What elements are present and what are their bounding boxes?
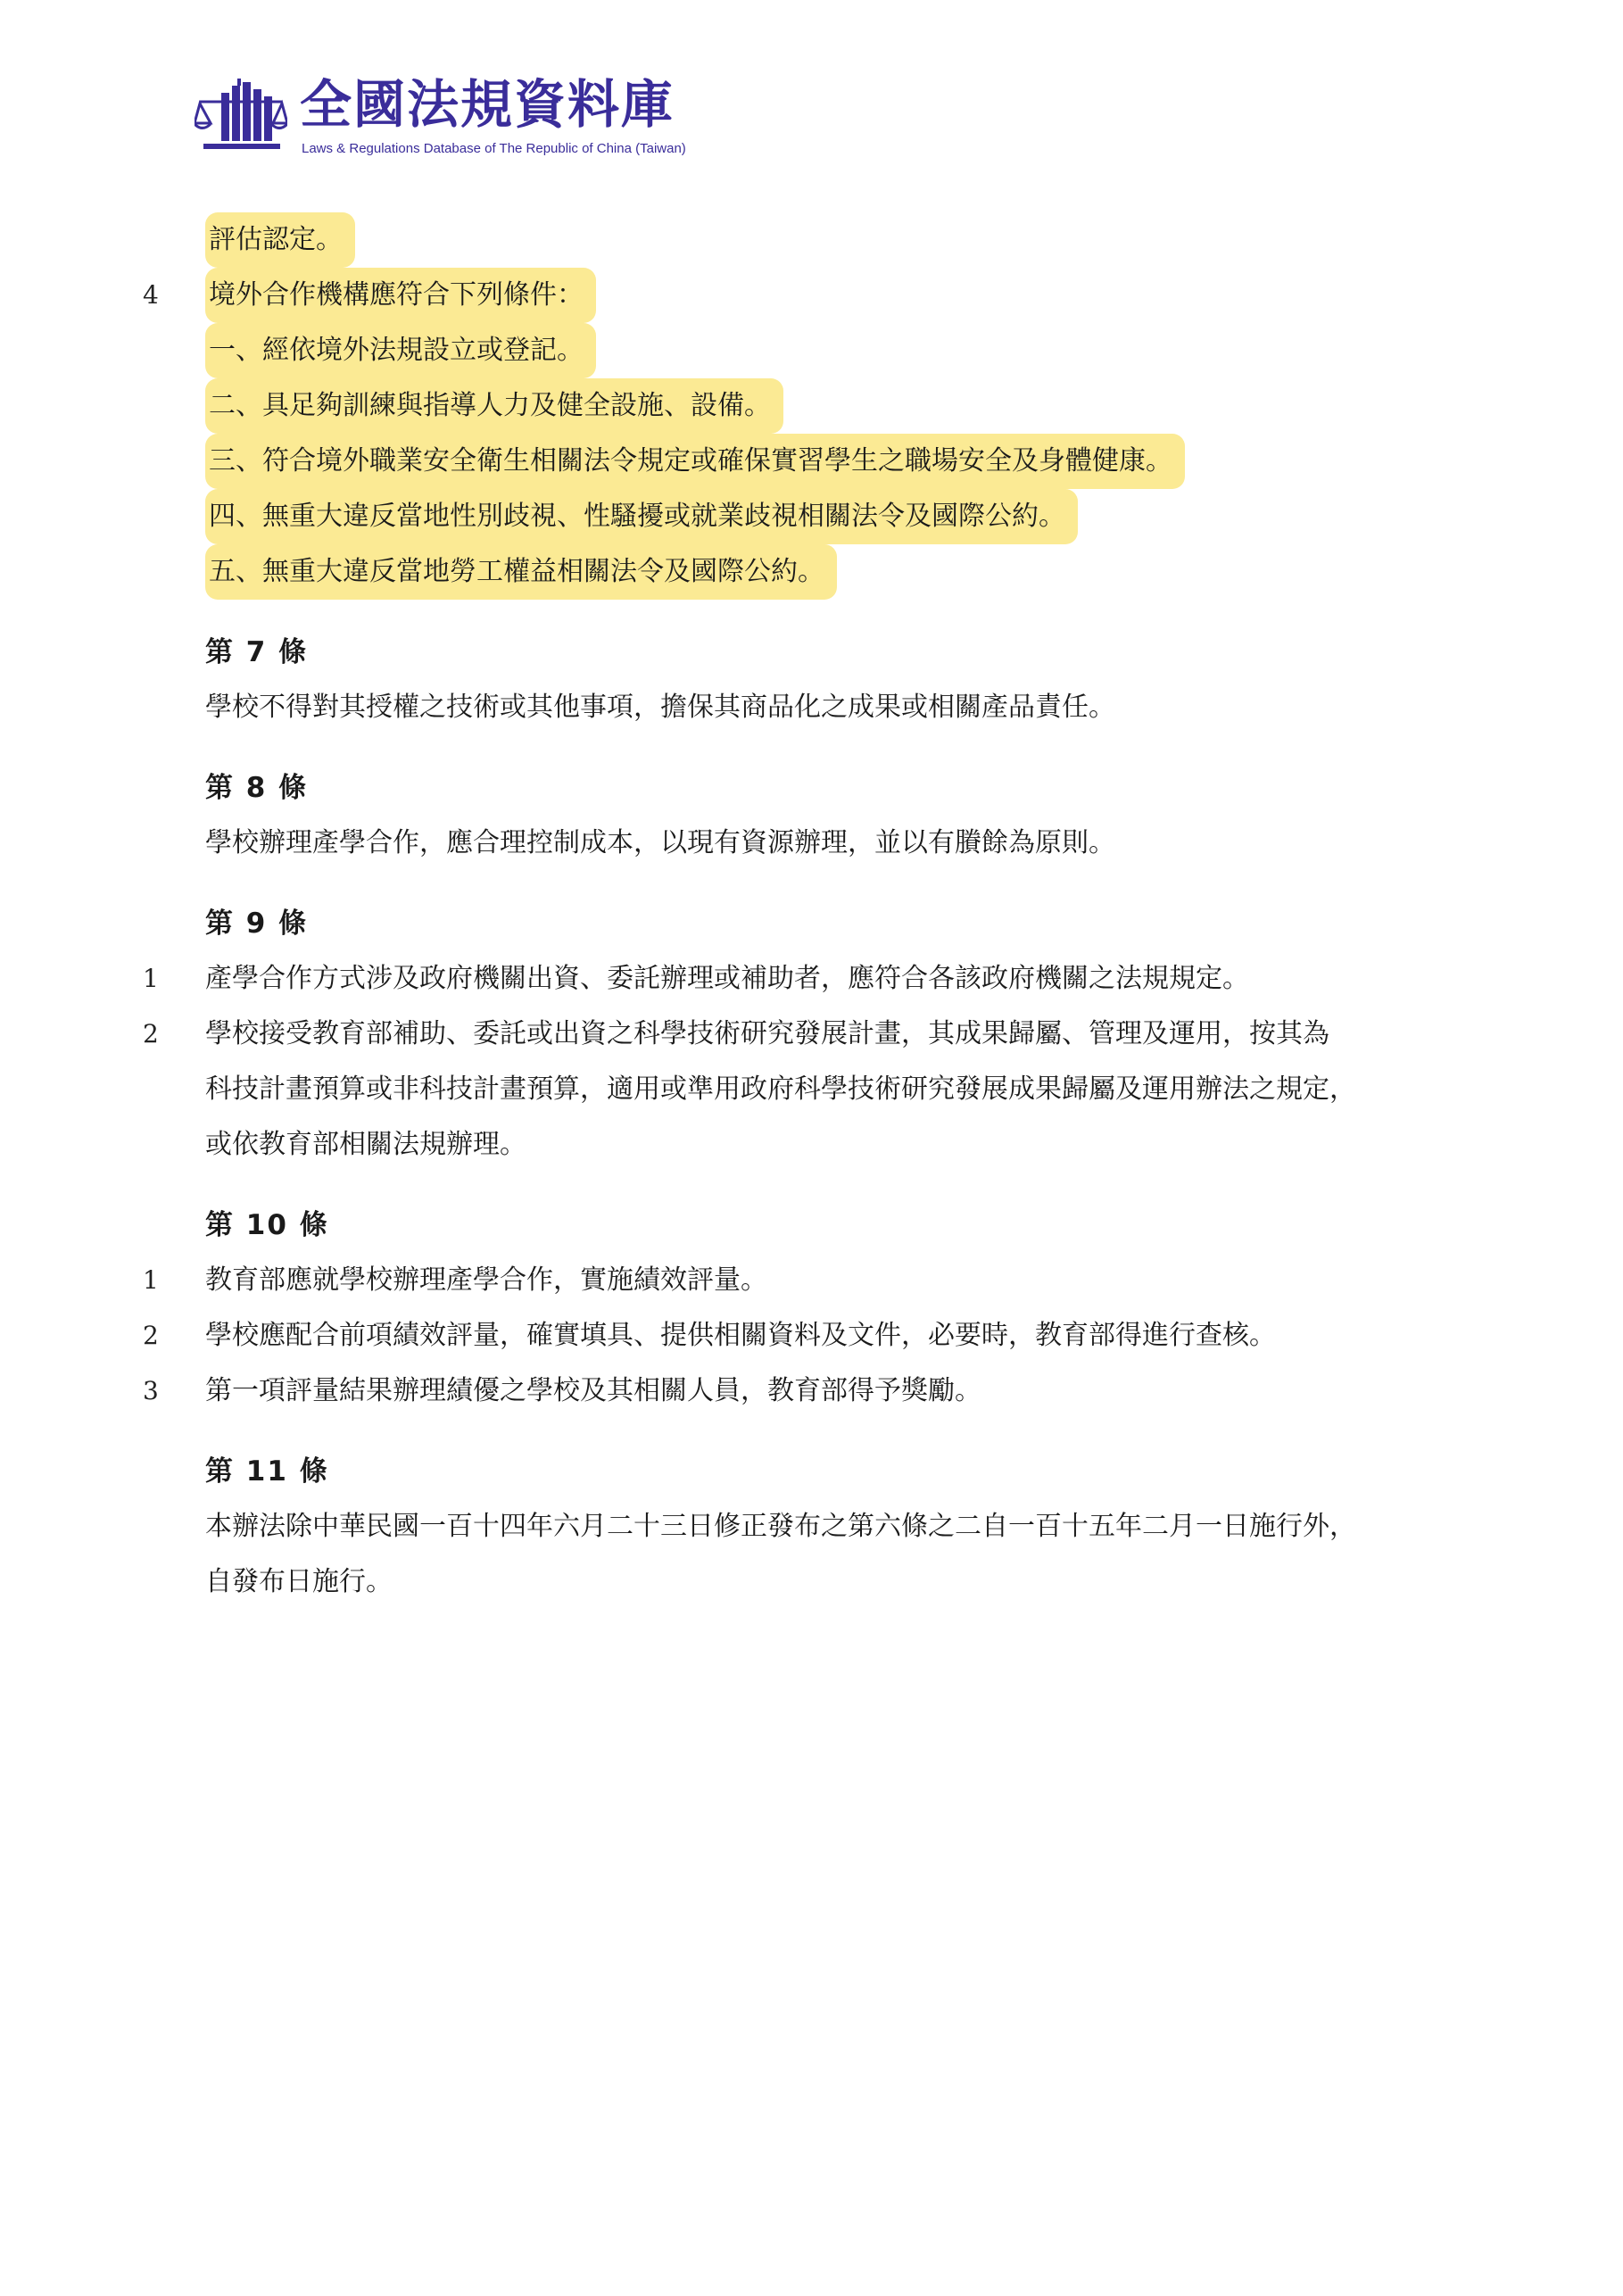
paragraph-text: 境外合作機構應符合下列條件： <box>205 268 596 323</box>
paragraph-continuation <box>143 1554 1517 1610</box>
list-item-text: 三、符合境外職業安全衛生相關法令規定或確保實習學生之職場安全及身體健康。 <box>205 434 1185 489</box>
paragraph <box>143 1308 1517 1364</box>
list-item <box>143 323 1517 378</box>
paragraph <box>143 1499 1517 1554</box>
article-title <box>143 1198 1517 1253</box>
paragraph-text: 學校接受教育部補助、委託或出資之科學技術研究發展計畫，其成果歸屬、管理及運用，按其為 <box>205 1018 1329 1049</box>
paragraph-text: 產學合作方式涉及政府機關出資、委託辦理或補助者，應符合各該政府機關之法規規定。 <box>205 963 1249 994</box>
paragraph <box>143 1364 1517 1419</box>
list-item <box>143 434 1517 489</box>
list-item-text: 五、無重大違反當地勞工權益相關法令及國際公約。 <box>205 544 837 600</box>
article-title <box>143 625 1517 680</box>
article-title <box>143 1444 1517 1499</box>
paragraph-number: 4 <box>143 280 159 310</box>
list-item <box>143 489 1517 544</box>
paragraph-number: 2 <box>143 1019 159 1049</box>
list-item-text: 二、具足夠訓練與指導人力及健全設施、設備。 <box>205 378 783 434</box>
paragraph-text: 科技計畫預算或非科技計畫預算，適用或準用政府科學技術研究發展成果歸屬及運用辦法之規定， <box>205 1073 1356 1105</box>
article-7-text: 學校不得對其授權之技術或其他事項，擔保其商品化之成果或相關產品責任。 <box>205 692 1115 723</box>
list-item <box>143 378 1517 434</box>
continuation-text: 評估認定。 <box>205 212 355 268</box>
paragraph-number: 2 <box>143 1321 159 1350</box>
paragraph-text: 第一項評量結果辦理績優之學校及其相關人員，教育部得予獎勵。 <box>205 1375 981 1406</box>
article-title <box>143 760 1517 816</box>
paragraph-continuation <box>143 1117 1517 1173</box>
article-7-title: 第 7 條 <box>205 636 309 668</box>
article-11-text: 自發布日施行。 <box>205 1566 393 1597</box>
paragraph-number: 1 <box>143 964 159 993</box>
site-subtitle: Laws & Regulations Database of The Republic of China (Taiwan) <box>302 141 686 156</box>
scales-books-icon <box>195 79 287 153</box>
paragraph-text: 學校應配合前項績效評量，確實填具、提供相關資料及文件，必要時，教育部得進行查核。 <box>205 1320 1276 1351</box>
article-8-title: 第 8 條 <box>205 772 309 804</box>
paragraph-number: 3 <box>143 1376 159 1405</box>
paragraph <box>143 1007 1517 1062</box>
site-title: 全國法規資料庫 <box>300 74 675 135</box>
paragraph <box>143 268 1517 323</box>
article-9-title: 第 9 條 <box>205 908 309 940</box>
paragraph <box>143 680 1517 735</box>
article-11-text: 本辦法除中華民國一百十四年六月二十三日修正發布之第六條之二自一百十五年二月一日施行外， <box>205 1511 1356 1542</box>
site-logo <box>195 74 730 166</box>
article-title <box>143 896 1517 951</box>
article-10-title: 第 10 條 <box>205 1209 329 1241</box>
list-item-text: 四、無重大違反當地性別歧視、性騷擾或就業歧視相關法令及國際公約。 <box>205 489 1078 544</box>
article-11-title: 第 11 條 <box>205 1455 329 1488</box>
list-item <box>143 544 1517 600</box>
regulation-content <box>143 212 1517 1610</box>
paragraph <box>143 951 1517 1007</box>
article-8-text: 學校辦理產學合作，應合理控制成本，以現有資源辦理，並以有賸餘為原則。 <box>205 827 1115 858</box>
paragraph-continuation <box>143 1062 1517 1117</box>
paragraph-text: 教育部應就學校辦理產學合作，實施績效評量。 <box>205 1264 767 1296</box>
paragraph-text: 或依教育部相關法規辦理。 <box>205 1129 526 1160</box>
list-item-text: 一、經依境外法規設立或登記。 <box>205 323 596 378</box>
paragraph <box>143 816 1517 871</box>
continuation-line <box>143 212 1517 268</box>
paragraph <box>143 1253 1517 1308</box>
paragraph-number: 1 <box>143 1265 159 1295</box>
